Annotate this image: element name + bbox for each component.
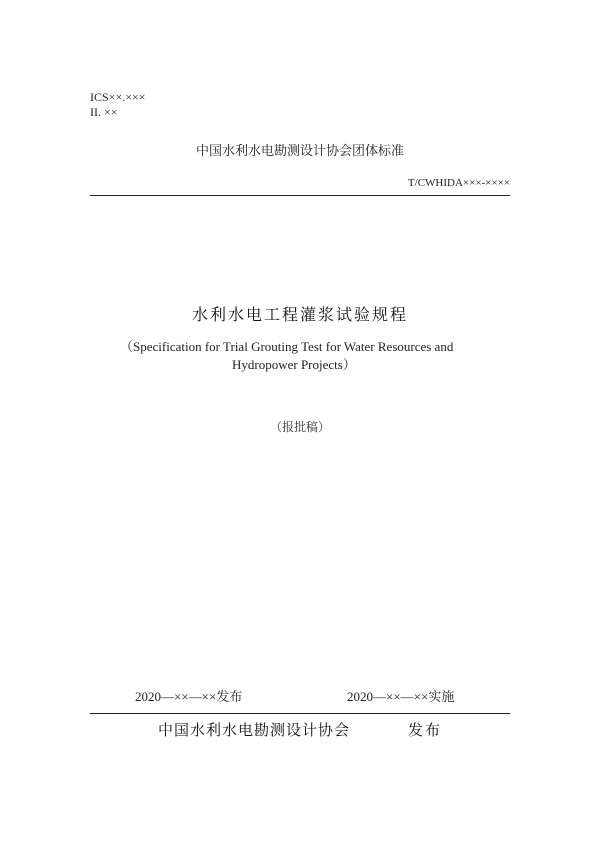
implementation-date: 2020—××—××实施 xyxy=(347,689,455,704)
classification-code: II. ×× xyxy=(90,105,118,119)
ics-code: ICS××.××× xyxy=(90,90,146,104)
standard-number: T/CWHIDA×××-×××× xyxy=(407,177,510,189)
document-title: 水利水电工程灌浆试验规程 xyxy=(191,305,408,324)
publisher-name: 中国水利水电勘测设计协会 xyxy=(158,721,351,739)
bottom-divider xyxy=(90,713,510,714)
org-standard-title: 中国水利水电勘测设计协会团体标准 xyxy=(195,144,404,159)
english-title xyxy=(120,338,500,374)
publish-label: 发布 xyxy=(408,721,443,739)
ics-block xyxy=(90,90,146,120)
english-title-line2: Hydropower Projects） xyxy=(232,357,356,372)
draft-status: （报批稿） xyxy=(269,420,330,434)
issue-date: 2020—××—××发布 xyxy=(135,689,243,704)
top-divider xyxy=(90,195,510,196)
english-title-line1: （Specification for Trial Grouting Test for Water Resources and xyxy=(120,339,454,354)
